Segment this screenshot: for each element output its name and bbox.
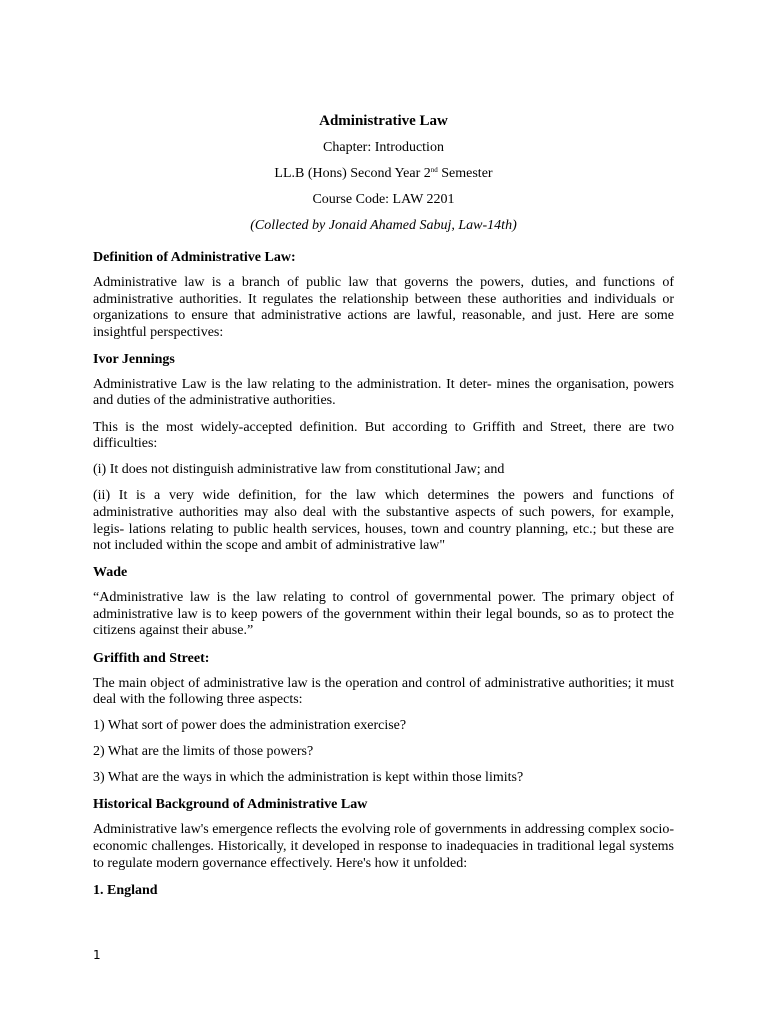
program-suffix: Semester xyxy=(437,166,493,181)
aspect-1: 1) What sort of power does the administration exercise? xyxy=(93,718,407,734)
definition-paragraph: Administrative law is a branch of public law that governs the powers, duties, and functions of administrative authorities. It regulates the relationship between these authorities and individuals or organizations to ensure that administrative actions are lawful, reasonable, and just. Here are some insightful perspectives: xyxy=(93,275,674,340)
england-heading: 1. England xyxy=(93,882,158,898)
wade-heading: Wade xyxy=(93,565,128,581)
accepted-definition-paragraph: This is the most widely-accepted definition. But according to Griffith and Street, there are two difficulties: xyxy=(93,419,674,452)
history-paragraph: Administrative law's emergence reflects the evolving role of governments in addressing complex socio-economic challenges. Historically, it developed in response to inadequacies in traditional legal systems to regulate modern governance effectively. Here's how it unfolded: xyxy=(93,822,674,871)
definition-heading: Definition of Administrative Law: xyxy=(93,250,296,265)
course-code-line: Course Code: LAW 2201 xyxy=(312,192,455,207)
document-page xyxy=(93,112,674,908)
page-number: 1 xyxy=(93,948,101,962)
program-line xyxy=(93,165,674,182)
difficulty-1: (i) It does not distinguish administrative law from constitutional Jaw; and xyxy=(93,462,505,478)
jennings-heading: Ivor Jennings xyxy=(93,351,175,367)
history-heading: Historical Background of Administrative Law xyxy=(93,797,368,813)
griffith-heading: Griffith and Street: xyxy=(93,650,210,666)
griffith-paragraph: The main object of administrative law is the operation and control of administrative authorities; it must deal with the following three aspects: xyxy=(93,675,674,708)
program-prefix: LL.B (Hons) Second Year 2 xyxy=(274,166,431,181)
difficulty-2: (ii) It is a very wide definition, for the law which determines the powers and functions of administrative authorities may also deal with the substantive aspects of such powers, for example, legis- lations relating to public health services, houses, town and country planning, etc.; but these are not included within the scope and ambit of administrative law" xyxy=(93,488,674,554)
wade-paragraph: “Administrative law is the law relating to control of governmental power. The primary object of administrative law is to keep powers of the government within their legal bounds, so as to protect the citizens against their abuse.” xyxy=(93,590,674,639)
collected-by-line: (Collected by Jonaid Ahamed Sabuj, Law-14th) xyxy=(250,218,517,233)
jennings-paragraph: Administrative Law is the law relating to the administration. It deter- mines the organisation, powers and duties of the administrative authorities. xyxy=(93,376,674,409)
program-superscript: nd xyxy=(430,166,438,174)
aspect-3: 3) What are the ways in which the administration is kept within those limits? xyxy=(93,770,524,786)
document-title: Administrative Law xyxy=(319,113,448,129)
chapter-line: Chapter: Introduction xyxy=(323,140,444,155)
aspect-2: 2) What are the limits of those powers? xyxy=(93,744,314,760)
